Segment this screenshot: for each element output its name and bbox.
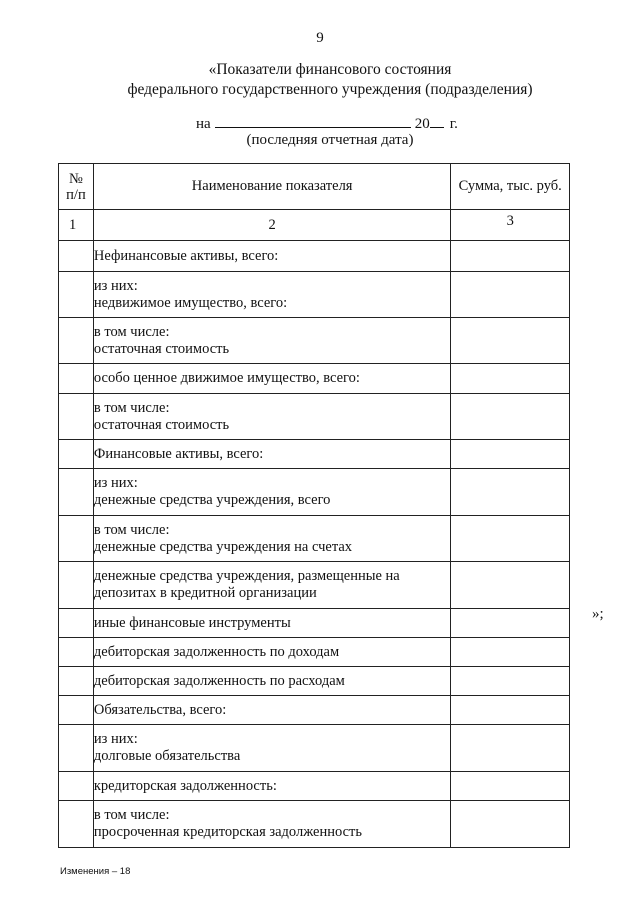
amount-cell — [451, 638, 570, 667]
table-row — [59, 638, 570, 667]
indicators-table — [58, 163, 570, 848]
indicator-name-line: денежные средства учреждения на счетах — [93, 538, 353, 555]
indicator-name-cell — [93, 725, 451, 772]
indicator-name-cell — [93, 801, 451, 848]
indicator-name-line: Обязательства, всего: — [93, 701, 227, 718]
indicator-name-line: из них: — [93, 731, 138, 747]
table-row — [59, 241, 570, 272]
table-row — [59, 609, 570, 638]
indicator-name-line: иные финансовые инструменты — [93, 614, 291, 631]
index-col-3: 3 — [451, 210, 570, 241]
amount-cell — [451, 725, 570, 772]
amount-cell — [451, 272, 570, 318]
amount-cell — [451, 241, 570, 272]
amount-cell — [451, 667, 570, 696]
date-prefix: на — [196, 116, 211, 132]
header-sum: Сумма, тыс. руб. — [451, 164, 570, 210]
year-prefix: 20 — [414, 116, 430, 132]
indicator-name-line: остаточная стоимость — [93, 416, 230, 433]
index-row — [59, 210, 570, 241]
row-number-cell — [59, 696, 94, 725]
amount-cell — [451, 440, 570, 469]
indicator-name-line: в том числе: — [93, 323, 170, 340]
table-row — [59, 562, 570, 609]
indicator-name-cell — [93, 394, 451, 440]
header-name: Наименование показателя — [93, 164, 451, 210]
indicator-name-cell — [93, 638, 451, 667]
indicator-name-cell — [93, 318, 451, 364]
indicator-name-line: кредиторская задолженность: — [93, 777, 277, 794]
header-row — [59, 164, 570, 210]
amount-cell — [451, 394, 570, 440]
indicator-name-cell — [93, 469, 451, 516]
table-row — [59, 772, 570, 801]
table-row — [59, 272, 570, 318]
indicator-name-cell — [93, 241, 451, 272]
row-number-cell — [59, 469, 94, 516]
title-line-1: «Показатели финансового состояния — [208, 61, 452, 78]
indicator-name-cell — [93, 364, 451, 394]
indicator-name-line: из них: — [93, 475, 138, 491]
index-col-1: 1 — [59, 210, 94, 241]
indicator-name-cell — [93, 667, 451, 696]
header-num-line1: № — [69, 170, 83, 187]
date-caption: (последняя отчетная дата) — [246, 132, 414, 148]
page-number: 9 — [316, 30, 324, 46]
header-num — [59, 164, 94, 210]
table-row — [59, 696, 570, 725]
row-number-cell — [59, 609, 94, 638]
year-blank-field — [430, 115, 444, 128]
indicator-name-cell — [93, 696, 451, 725]
indicator-name-line: денежные средства учреждения, всего — [93, 492, 331, 508]
amount-cell — [451, 609, 570, 638]
table-row — [59, 516, 570, 562]
row-number-cell — [59, 394, 94, 440]
indicator-name-line: денежные средства учреждения, размещенные на — [93, 568, 400, 584]
row-number-cell — [59, 667, 94, 696]
closing-quote-mark: »; — [592, 606, 604, 622]
date-suffix: г. — [449, 116, 458, 132]
indicator-name-cell — [93, 516, 451, 562]
amount-cell — [451, 772, 570, 801]
indicator-name-line: долговые обязательства — [93, 748, 241, 764]
indicator-name-line: Финансовые активы, всего: — [93, 445, 264, 462]
indicator-name-cell — [93, 440, 451, 469]
indicator-name-line: из них: — [93, 277, 138, 294]
date-line — [196, 115, 458, 133]
row-number-cell — [59, 318, 94, 364]
footer-note: Изменения – 18 — [60, 866, 131, 877]
row-number-cell — [59, 440, 94, 469]
row-number-cell — [59, 725, 94, 772]
indicator-name-cell — [93, 772, 451, 801]
amount-cell — [451, 562, 570, 609]
indicator-name-line: депозитах в кредитной организации — [93, 585, 317, 601]
row-number-cell — [59, 801, 94, 848]
indicator-name-line: дебиторская задолженность по доходам — [93, 643, 340, 660]
amount-cell — [451, 801, 570, 848]
table-row — [59, 440, 570, 469]
table-row — [59, 364, 570, 394]
amount-cell — [451, 469, 570, 516]
table-row — [59, 667, 570, 696]
amount-cell — [451, 516, 570, 562]
amount-cell — [451, 364, 570, 394]
amount-cell — [451, 696, 570, 725]
row-number-cell — [59, 638, 94, 667]
indicator-name-line: остаточная стоимость — [93, 340, 230, 357]
indicator-name-line: недвижимое имущество, всего: — [93, 294, 288, 311]
table-row — [59, 318, 570, 364]
row-number-cell — [59, 272, 94, 318]
table-row — [59, 394, 570, 440]
table-row — [59, 469, 570, 516]
indicator-name-cell — [93, 562, 451, 609]
row-number-cell — [59, 772, 94, 801]
indicator-name-cell — [93, 272, 451, 318]
indicator-name-line: в том числе: — [93, 399, 170, 416]
indicator-name-line: в том числе: — [93, 521, 170, 538]
header-num-line2: п/п — [66, 186, 86, 203]
index-col-2: 2 — [93, 210, 451, 241]
title-line-2: федерального государственного учреждения (подразделения) — [127, 81, 533, 98]
row-number-cell — [59, 364, 94, 394]
row-number-cell — [59, 241, 94, 272]
table-row — [59, 801, 570, 848]
indicator-name-line: особо ценное движимое имущество, всего: — [93, 370, 360, 386]
indicator-name-cell — [93, 609, 451, 638]
indicator-name-line: Нефинансовые активы, всего: — [93, 247, 279, 264]
document-title — [0, 60, 640, 100]
indicator-name-line: просроченная кредиторская задолженность — [93, 824, 362, 840]
amount-cell — [451, 318, 570, 364]
table-row — [59, 725, 570, 772]
indicator-name-line: в том числе: — [93, 807, 170, 823]
row-number-cell — [59, 516, 94, 562]
indicator-name-line: дебиторская задолженность по расходам — [93, 672, 345, 689]
date-blank-field — [215, 115, 411, 128]
row-number-cell — [59, 562, 94, 609]
